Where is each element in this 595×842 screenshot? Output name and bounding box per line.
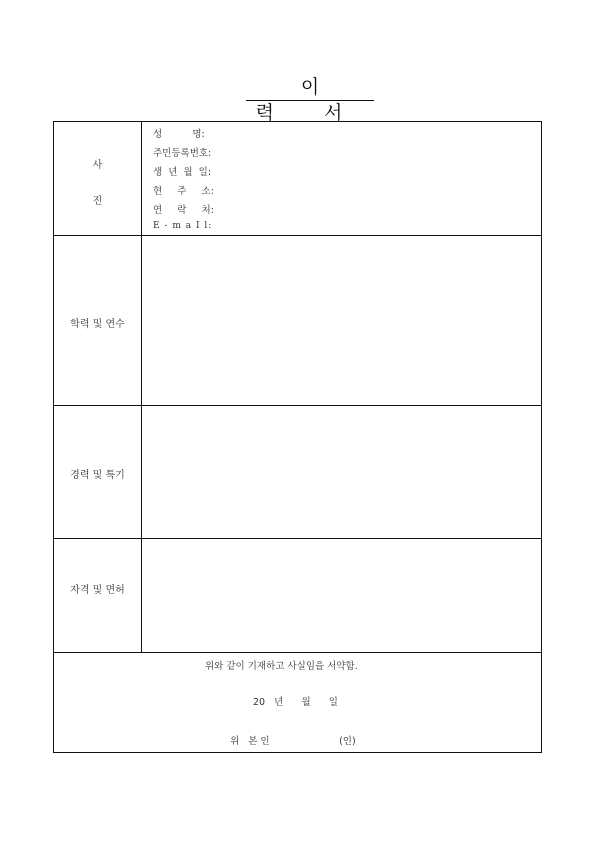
career-content-area[interactable] xyxy=(142,406,541,538)
license-label: 자격 및 면허 xyxy=(70,585,125,596)
name-field[interactable]: 성 명: xyxy=(153,129,205,140)
career-label: 경력 및 특기 xyxy=(70,470,125,481)
photo-label-bottom: 진 xyxy=(92,196,103,207)
resume-form xyxy=(53,121,542,753)
document-title: 이 력 서 xyxy=(246,74,374,101)
resident-number-field[interactable]: 주민등록번호: xyxy=(153,148,212,159)
address-field[interactable]: 현 주 소: xyxy=(153,186,214,197)
photo-label-top: 사 xyxy=(92,160,103,171)
row-divider-license xyxy=(54,652,541,653)
education-label: 학력 및 연수 xyxy=(70,319,125,330)
license-content-area[interactable] xyxy=(142,539,541,652)
birth-date-field[interactable]: 생 년 월 일: xyxy=(153,167,212,178)
signer-line: 위 본 인 (인) xyxy=(230,736,356,747)
pledge-statement: 위와 같이 기재하고 사실임을 서약함. xyxy=(205,661,358,672)
education-content-area[interactable] xyxy=(142,236,541,405)
signature-date: 20 년 월 일 xyxy=(253,697,338,708)
email-field[interactable]: E - m a I l: xyxy=(153,221,213,231)
contact-field[interactable]: 연 락 처: xyxy=(153,205,214,216)
